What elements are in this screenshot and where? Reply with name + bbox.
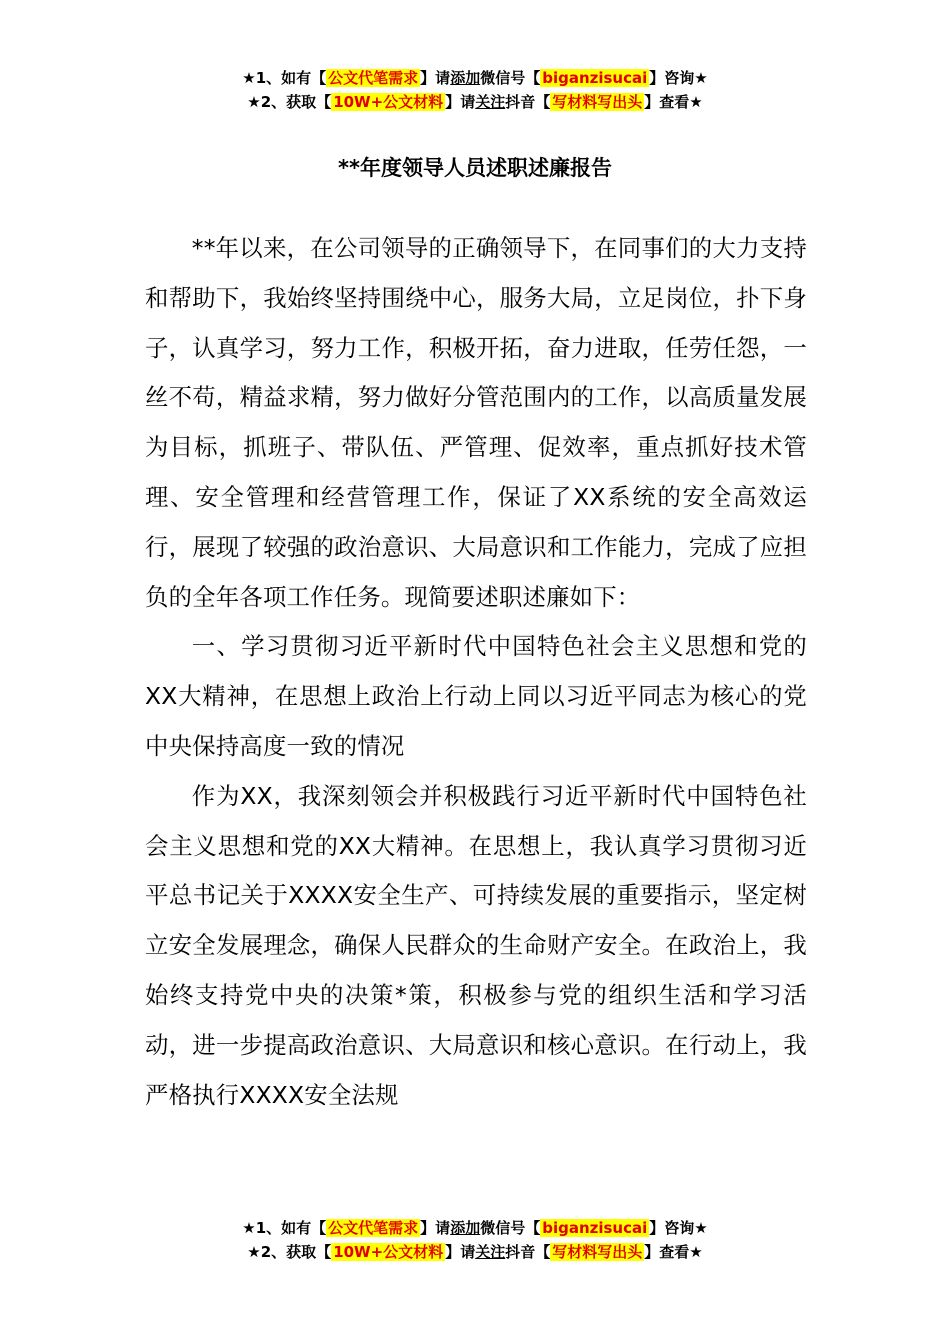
banner-line-2 xyxy=(0,1240,950,1264)
banner-highlight: 写材料写出头 xyxy=(552,93,643,111)
banner-text: ★2、获取【 xyxy=(247,93,332,111)
banner-highlight: 写材料写出头 xyxy=(552,1243,643,1261)
banner-text: 】查看★ xyxy=(644,1243,703,1261)
document-title: **年度领导人员述职述廉报告 xyxy=(338,156,612,180)
banner-highlight: 公文代笔需求 xyxy=(328,69,419,87)
paragraph-section-body: 作为XX，我深刻领会并积极践行习近平新时代中国特色社会主义思想和党的XX大精神。在思想上，我认真学习贯彻习近平总书记关于XXXX安全生产、可持续发展的重要指示，坚定树立安全发展理念，确保人民群众的生命财产安全。在政治上，我始终支持党中央的决策*策，积极参与党的组织生活和学习活动，进一步提高政治意识、大局意识和核心意识。在行动上，我严格执行XXXX安全法规 xyxy=(145,781,807,1109)
banner-text: 微信号【 xyxy=(480,69,541,87)
banner-highlight: 10W+公文材料 xyxy=(333,93,444,111)
document-body xyxy=(145,224,807,1120)
banner-text: 微信号【 xyxy=(480,1219,541,1237)
banner-text: 抖音【 xyxy=(505,93,551,111)
banner-text: 】请 xyxy=(445,1243,476,1261)
paragraph-section-heading: 一、学习贯彻习近平新时代中国特色社会主义思想和党的XX大精神，在思想上政治上行动上同以习近平同志为核心的党中央保持高度一致的情况 xyxy=(145,632,807,760)
banner-line-2 xyxy=(0,90,950,114)
banner-text: 】咨询★ xyxy=(649,69,708,87)
banner-text: 】请 xyxy=(420,69,451,87)
banner-highlight: biganzisucai xyxy=(542,69,648,87)
banner-text: 】请 xyxy=(420,1219,451,1237)
banner-underlined: 添加 xyxy=(450,1219,481,1237)
banner-underlined: 添加 xyxy=(450,69,481,87)
banner-text: 抖音【 xyxy=(505,1243,551,1261)
banner-line-1 xyxy=(0,1216,950,1240)
banner-text: 】请 xyxy=(445,93,476,111)
banner-text: ★1、如有【 xyxy=(242,69,327,87)
banner-highlight: 公文代笔需求 xyxy=(328,1219,419,1237)
banner-highlight: 10W+公文材料 xyxy=(333,1243,444,1261)
paragraph-intro: **年以来，在公司领导的正确领导下，在同事们的大力支持和帮助下，我始终坚持围绕中心，服务大局，立足岗位，扑下身子，认真学习，努力工作，积极开拓，奋力进取，任劳任怨，一丝不苟，精益求精，努力做好分管范围内的工作，以高质量发展为目标，抓班子、带队伍、严管理、促效率，重点抓好技术管理、安全管理和经营管理工作，保证了XX系统的安全高效运行，展现了较强的政治意识、大局意识和工作能力，完成了应担负的全年各项工作任务。现简要述职述廉如下： xyxy=(145,234,807,611)
banner-text: ★1、如有【 xyxy=(242,1219,327,1237)
banner-text: 】咨询★ xyxy=(649,1219,708,1237)
banner-underlined: 关注 xyxy=(475,1243,506,1261)
banner-text: 】查看★ xyxy=(644,93,703,111)
footer-banner xyxy=(0,1216,950,1264)
header-banner xyxy=(0,66,950,114)
banner-underlined: 关注 xyxy=(475,93,506,111)
banner-line-1 xyxy=(0,66,950,90)
banner-text: ★2、获取【 xyxy=(247,1243,332,1261)
banner-highlight: biganzisucai xyxy=(542,1219,648,1237)
